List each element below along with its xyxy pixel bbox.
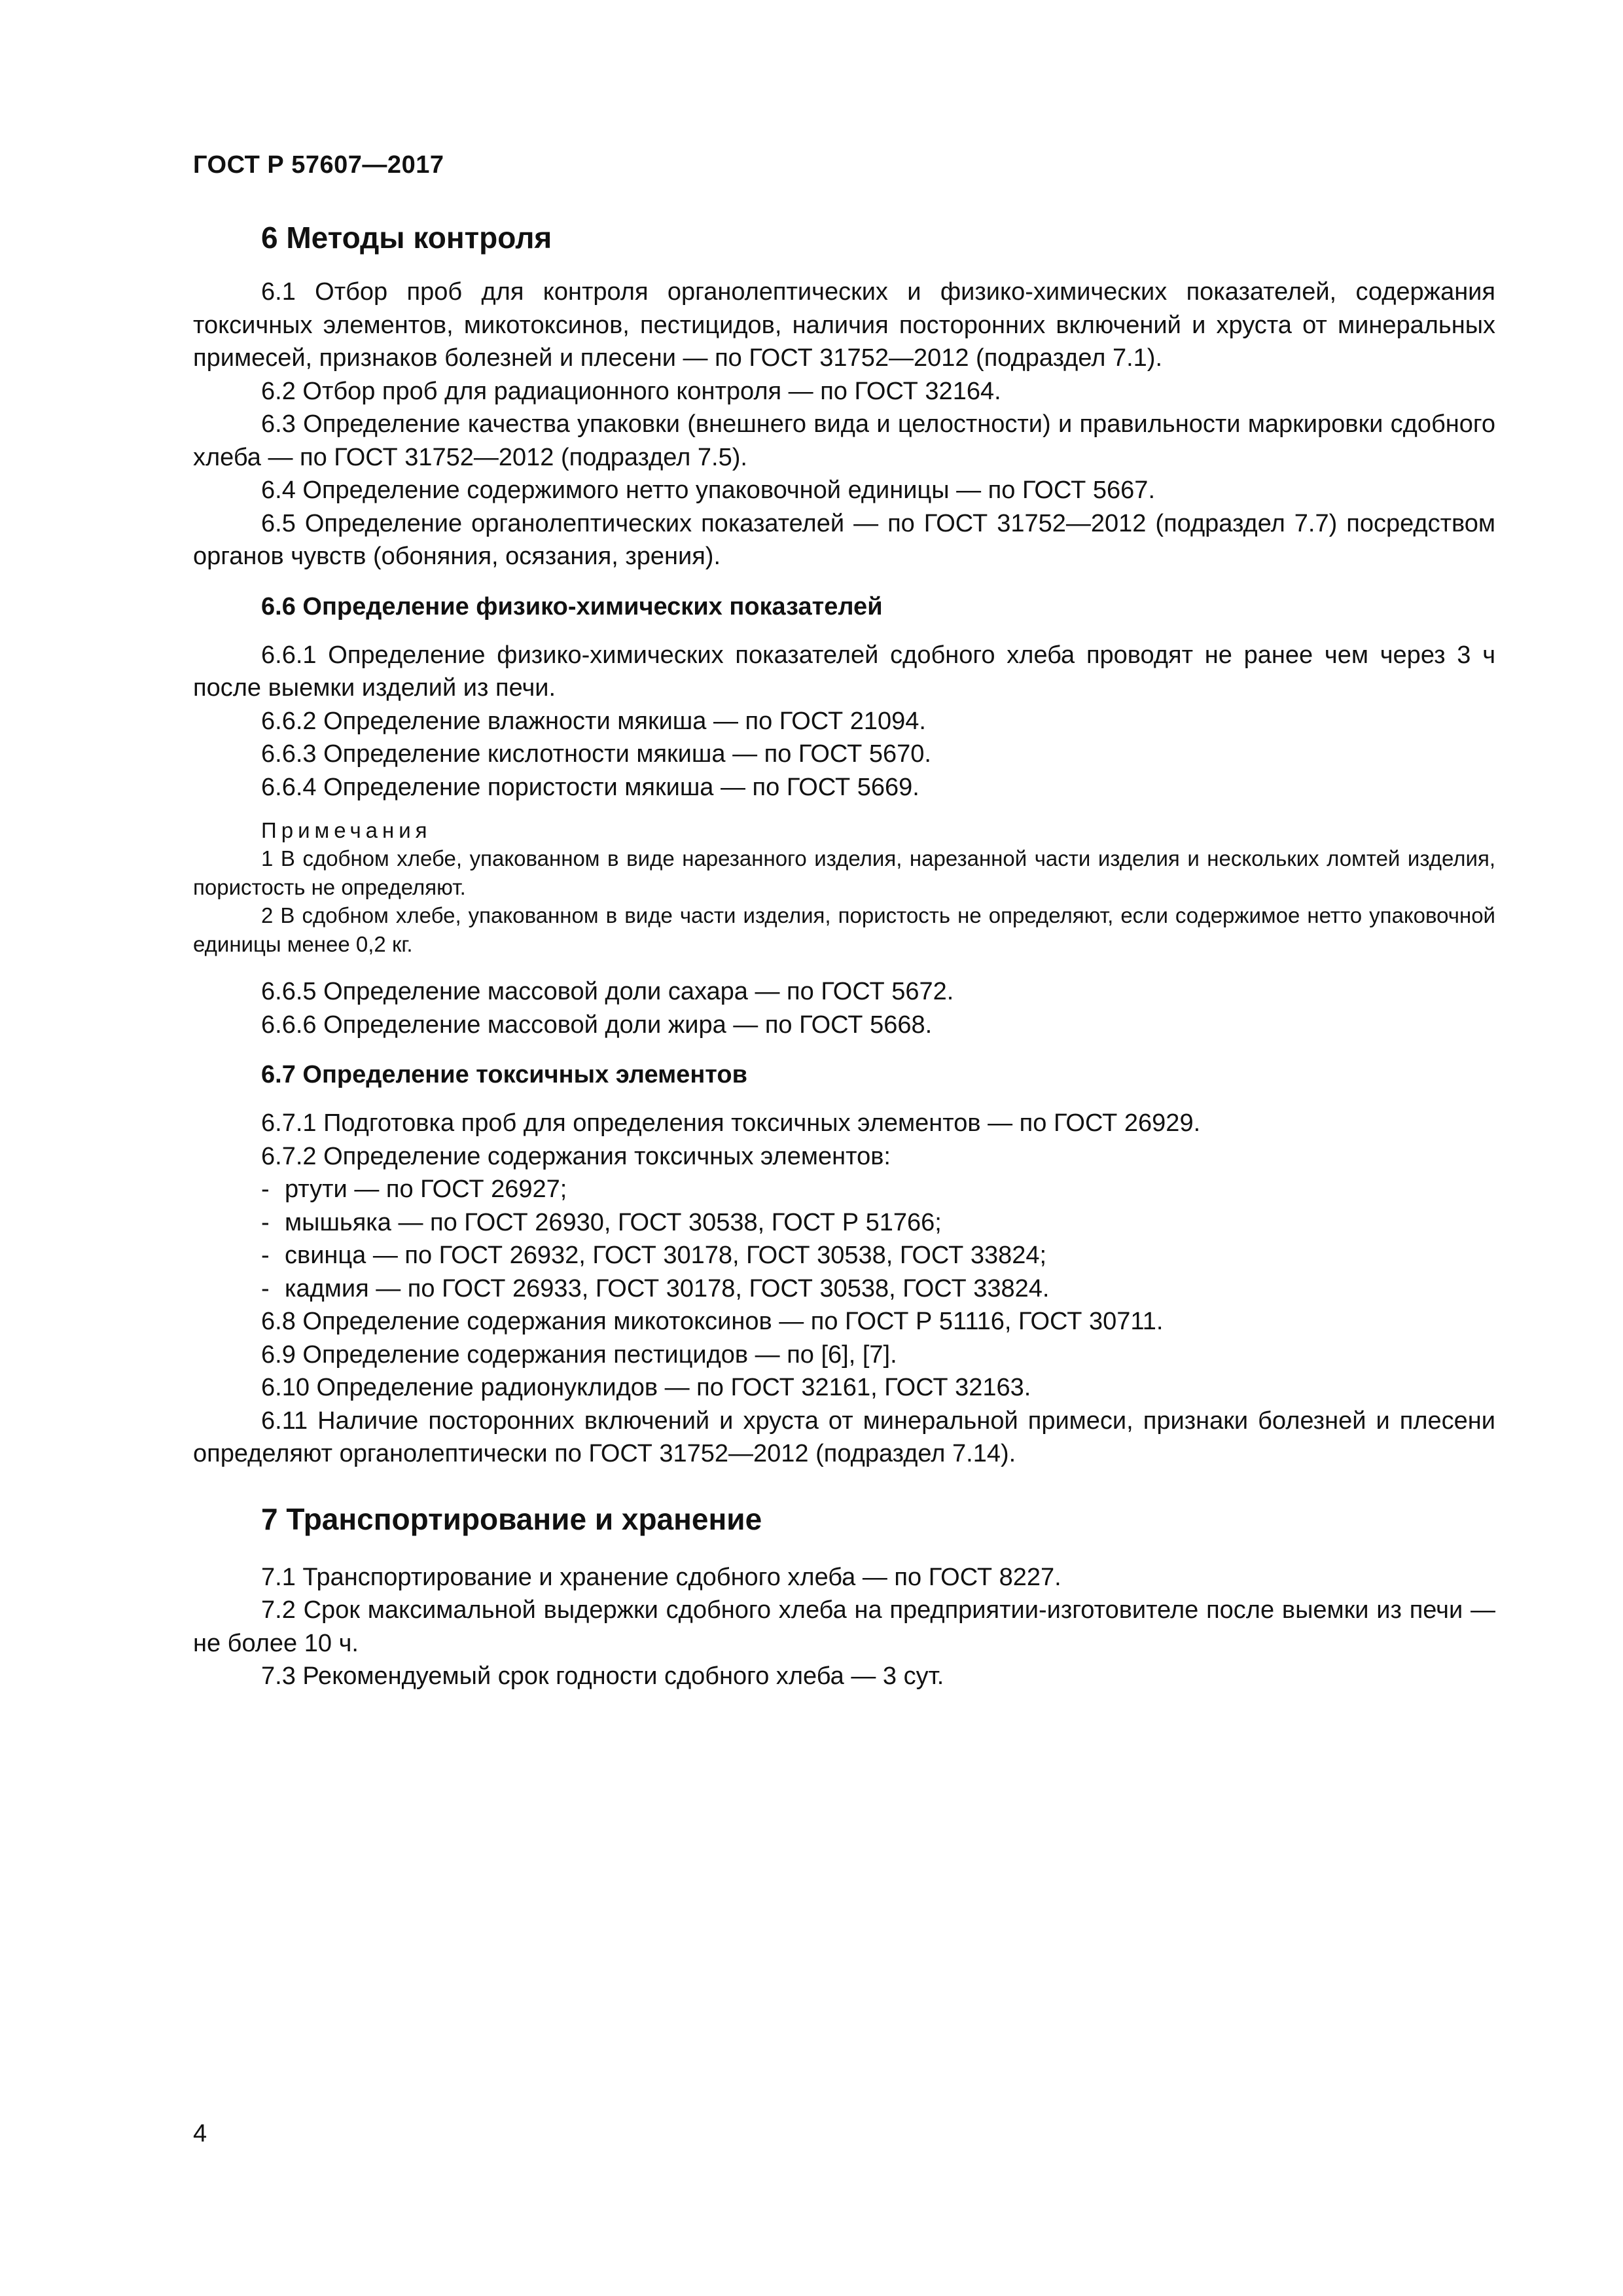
- content: [193, 219, 1495, 1693]
- page-body: [193, 0, 1495, 2296]
- paragraph-6-6-2: 6.6.2 Определение влажности мякиша — по ГОСТ 21094.: [261, 707, 926, 735]
- subsection-6-6-title: 6.6 Определение физико-химических показателей: [261, 592, 883, 620]
- section-7-title: 7 Транспортирование и хранение: [261, 1501, 762, 1536]
- notes-block: [193, 817, 1495, 958]
- paragraph-6-6-6: 6.6.6 Определение массовой доли жира — по ГОСТ 5668.: [261, 1011, 933, 1039]
- paragraph-6-6-3: 6.6.3 Определение кислотности мякиша — по ГОСТ 5670.: [261, 740, 931, 768]
- list-item: - ртути — по ГОСТ 26927;: [261, 1175, 567, 1203]
- list-item-text: свинца — по ГОСТ 26932, ГОСТ 30178, ГОСТ 30538, ГОСТ 33824;: [285, 1242, 1047, 1269]
- paragraph-7-1: 7.1 Транспортирование и хранение сдобного хлеба — по ГОСТ 8227.: [261, 1563, 1061, 1591]
- paragraph-6-7-1: 6.7.1 Подготовка проб для определения токсичных элементов — по ГОСТ 26929.: [261, 1109, 1201, 1137]
- subsection-6-7-title: 6.7 Определение токсичных элементов: [261, 1061, 747, 1088]
- paragraph-6-6-5: 6.6.5 Определение массовой доли сахара — по ГОСТ 5672.: [261, 978, 954, 1005]
- page-number: 4: [193, 2120, 207, 2147]
- paragraph-7-3: 7.3 Рекомендуемый срок годности сдобного хлеба — 3 сут.: [261, 1662, 944, 1690]
- paragraph-6-2: 6.2 Отбор проб для радиационного контроля — по ГОСТ 32164.: [261, 377, 1001, 405]
- paragraph-6-6-1: 6.6.1 Определение физико-химических показателей сдобного хлеба проводят не ранее чем через 3 ч после выемки изделий из печи.: [193, 641, 1495, 702]
- list-item: - мышьяка — по ГОСТ 26930, ГОСТ 30538, ГОСТ Р 51766;: [261, 1208, 942, 1236]
- list-item-text: ртути — по ГОСТ 26927;: [285, 1175, 567, 1203]
- paragraph-6-10: 6.10 Определение радионуклидов — по ГОСТ 32161, ГОСТ 32163.: [261, 1374, 1031, 1401]
- document-code: ГОСТ Р 57607—2017: [193, 151, 444, 179]
- paragraph-7-2: 7.2 Срок максимальной выдержки сдобного хлеба на предприятии-изготовителе после выемки из печи — не более 10 ч.: [193, 1596, 1495, 1657]
- paragraph-6-1: 6.1 Отбор проб для контроля органолептических и физико-химических показателей, содержания токсичных элементов, микотоксинов, пестицидов, наличия посторонних включений и хруста от минеральных примесей, признаков болезней и плесени — по ГОСТ 31752—2012 (подраздел 7.1).: [193, 278, 1495, 372]
- list-item: - свинца — по ГОСТ 26932, ГОСТ 30178, ГОСТ 30538, ГОСТ 33824;: [261, 1242, 1047, 1269]
- paragraph-6-6-4: 6.6.4 Определение пористости мякиша — по ГОСТ 5669.: [261, 773, 919, 801]
- notes-title: Примечания: [261, 818, 432, 842]
- note-1: 1 В сдобном хлебе, упакованном в виде нарезанного изделия, нарезанной части изделия и нескольких ломтей изделия, пористость не определяют.: [193, 846, 1495, 899]
- paragraph-6-7-2: 6.7.2 Определение содержания токсичных элементов:: [261, 1142, 891, 1170]
- paragraph-6-4: 6.4 Определение содержимого нетто упаковочной единицы — по ГОСТ 5667.: [261, 476, 1155, 504]
- paragraph-6-8: 6.8 Определение содержания микотоксинов — по ГОСТ Р 51116, ГОСТ 30711.: [261, 1308, 1164, 1335]
- list-item-text: мышьяка — по ГОСТ 26930, ГОСТ 30538, ГОСТ Р 51766;: [285, 1208, 942, 1236]
- paragraph-6-9: 6.9 Определение содержания пестицидов — по [6], [7].: [261, 1340, 897, 1369]
- list-item: - кадмия — по ГОСТ 26933, ГОСТ 30178, ГОСТ 30538, ГОСТ 33824.: [261, 1274, 1050, 1302]
- list-item-text: кадмия — по ГОСТ 26933, ГОСТ 30178, ГОСТ 30538, ГОСТ 33824.: [285, 1274, 1050, 1302]
- section-6-title: 6 Методы контроля: [261, 221, 552, 255]
- note-2: 2 В сдобном хлебе, упакованном в виде части изделия, пористость не определяют, если содержимое нетто упаковочной единицы менее 0,2 кг.: [193, 903, 1495, 956]
- paragraph-6-5: 6.5 Определение органолептических показателей — по ГОСТ 31752—2012 (подраздел 7.7) посредством органов чувств (обоняния, осязания, зрения).: [193, 509, 1495, 570]
- paragraph-6-11: 6.11 Наличие посторонних включений и хруста от минеральной примеси, признаки болезней и плесени определяют органолептически по ГОСТ 31752—2012 (подраздел 7.14).: [193, 1407, 1495, 1467]
- paragraph-6-3: 6.3 Определение качества упаковки (внешнего вида и целостности) и правильности маркировки сдобного хлеба — по ГОСТ 31752—2012 (подраздел 7.5).: [193, 410, 1495, 471]
